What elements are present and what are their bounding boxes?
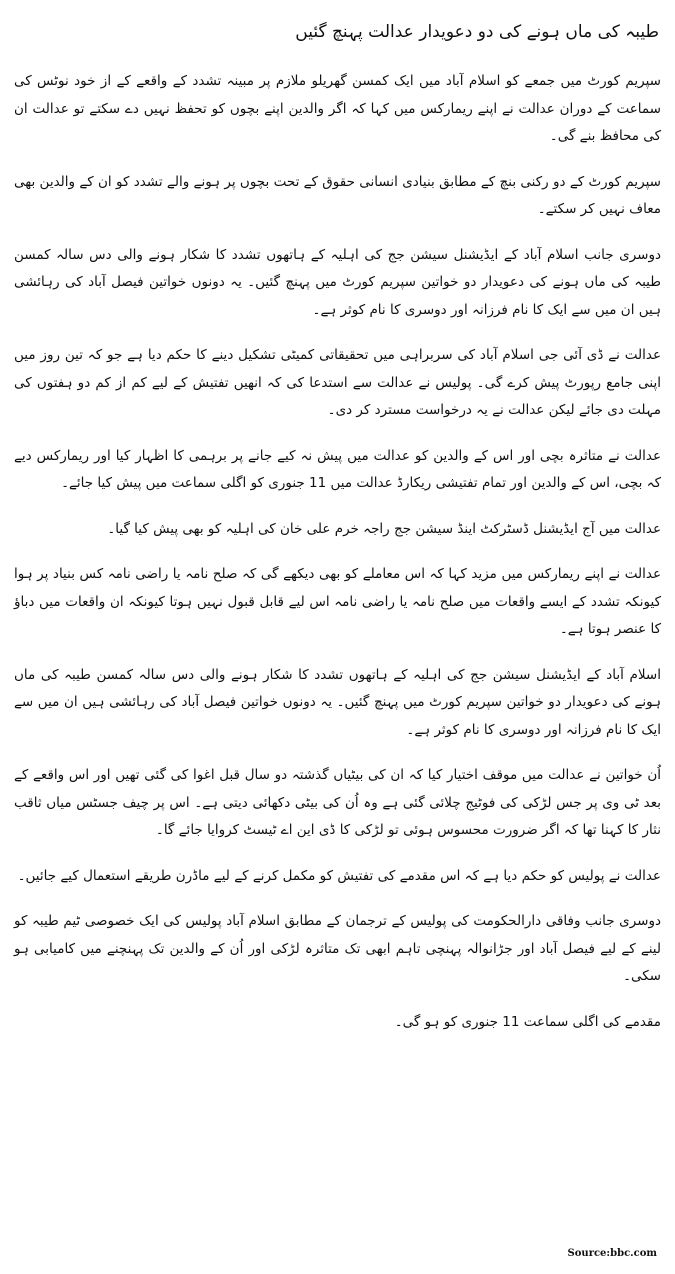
article-paragraph-1: سپریم کورٹ میں جمعے کو اسلام آباد میں ایک کمسن گھریلو ملازم پر مبینہ تشدد کے واقعے کے از خود نوٹس کی سماعت کے دوران عدالت نے اپنے ریمارکس میں کہا کہ اگر والدین اپنے بچوں کو تحفظ نہیں دے سکتے تو عدالت ان کی محافظ بنے گی۔ (14, 73, 661, 144)
source-credit: Source:bbc.com (567, 1248, 657, 1259)
article-paragraph-11: دوسری جانب وفاقی دارالحکومت کی پولیس کے ترجمان کے مطابق اسلام آباد پولیس کی ایک خصوصی ٹیم طیبہ کو لینے کے لیے فیصل آباد اور جڑانوالہ پہنچی تاہم ابھی تک متاثرہ لڑکی اور اُن کے والدین تک پہنچنے میں کامیابی ہو سکی۔ (14, 913, 661, 984)
article-paragraph-2: سپریم کورٹ کے دو رکنی بنچ کے مطابق بنیادی انسانی حقوق کے تحت بچوں پر ہونے والے تشدد کو ان کے والدین بھی معاف نہیں کر سکتے۔ (14, 173, 661, 217)
article-paragraph-6: عدالت میں آج ایڈیشنل ڈسٹرکٹ اینڈ سیشن جج راجہ خرم علی خان کی اہلیہ کو بھی پیش کیا گیا۔ (107, 520, 661, 537)
article-title: طیبہ کی ماں ہونے کی دو دعویدار عدالت پہنچ گئیں (295, 22, 659, 42)
article-paragraph-8: اسلام آباد کے ایڈیشنل سیشن جج کی اہلیہ کے ہاتھوں تشدد کا شکار ہونے والی دس سالہ کمسن طیبہ کی ماں ہونے کی دعویدار دو خواتین سپریم کورٹ میں پہنچ گئیں۔ یہ دونوں خواتین فیصل آباد کی رہائشی ہیں ان میں سے ایک کا نام فرزانہ اور دوسری کا نام کوثر ہے۔ (14, 666, 661, 738)
article-paragraph-9: اُن خواتین نے عدالت میں موقف اختیار کیا کہ ان کی بیٹیاں گذشتہ دو سال قبل اغوا کی گئی تھیں اور اس واقعے کے بعد ٹی وی پر جس لڑکی کی فوٹیج چلائی گئی ہے وہ اُن کی بیٹی دکھائی دیتی ہے۔ اس پر چیف جسٹس میاں ثاقب نثار کا کہنا تھا کہ اگر ضرورت محسوس ہوئی تو لڑکی کا ڈی این اے ٹیسٹ کروایا جائے گا۔ (14, 767, 661, 838)
article-paragraph-12: مقدمے کی اگلی سماعت 11 جنوری کو ہو گی۔ (394, 1013, 661, 1030)
article-paragraph-3: دوسری جانب اسلام آباد کے ایڈیشنل سیشن جج کی اہلیہ کے ہاتھوں تشدد کا شکار ہونے والی دس سالہ کمسن طیبہ کی ماں ہونے کی دعویدار دو خواتین سپریم کورٹ میں پہنچ گئیں۔ یہ دونوں خواتین فیصل آباد کی رہائشی ہیں ان میں سے ایک کا نام فرزانہ اور دوسری کا نام کوثر ہے۔ (14, 246, 661, 318)
article-paragraph-5: عدالت نے متاثرہ بچی اور اس کے والدین کو عدالت میں پیش نہ کیے جانے پر برہمی کا اظہار کیا اور ریمارکس دیے کہ بچی، اس کے والدین اور تمام تفتیشی ریکارڈ عدالت میں 11 جنوری کو اگلی سماعت میں پیش کیا جائے۔ (14, 447, 661, 491)
article-paragraph-10: عدالت نے پولیس کو حکم دیا ہے کہ اس مقدمے کی تفتیش کو مکمل کرنے کے لیے ماڈرن طریقے استعمال کیے جائیں۔ (17, 867, 661, 884)
article-paragraph-4: عدالت نے ڈی آئی جی اسلام آباد کی سربراہی میں تحقیقاتی کمیٹی تشکیل دینے کا حکم دیا ہے جو کہ تین روز میں اپنی جامع رپورٹ پیش کرے گی۔ پولیس نے عدالت سے استدعا کی کہ انھیں تفتیش کے لیے کم از کم دو ہفتوں کی مہلت دی جائے لیکن عدالت نے یہ درخواست مسترد کر دی۔ (14, 347, 661, 418)
article-paragraph-7: عدالت نے اپنے ریمارکس میں مزید کہا کہ اس معاملے کو بھی دیکھے گی کہ صلح نامہ یا راضی نامہ کس بنیاد پر ہوا کیونکہ تشدد کے ایسے واقعات میں صلح نامہ یا راضی نامہ اس لیے قابل قبول نہیں ہوتا کیونکہ ان واقعات میں دباؤ کا عنصر ہوتا ہے۔ (14, 566, 661, 637)
